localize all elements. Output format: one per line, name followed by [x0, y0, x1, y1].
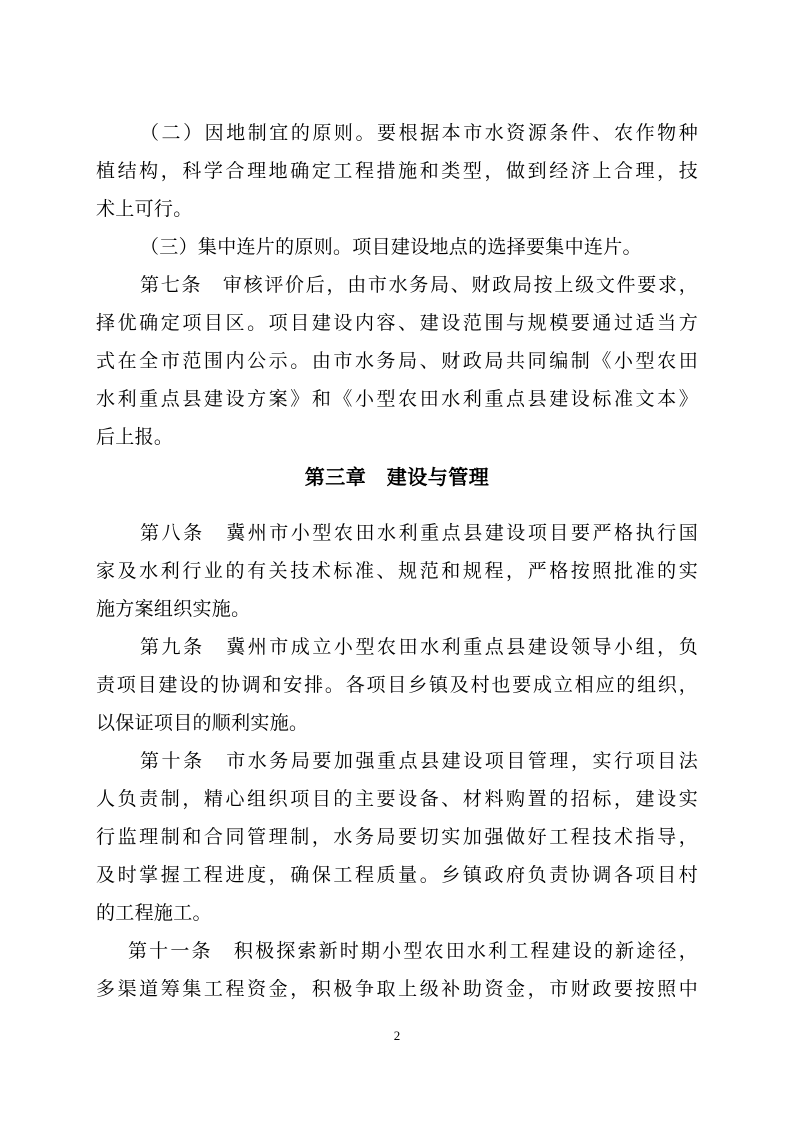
- paragraph-line: 水利重点县建设方案》和《小型农田水利重点县建设标准文本》: [96, 388, 698, 410]
- paragraph-line: （二）因地制宜的原则。要根据本市水资源条件、农作物种: [140, 122, 698, 144]
- article-8-line: 第八条 冀州市小型农田水利重点县建设项目要严格执行国: [140, 522, 698, 544]
- paragraph-line: 择优确定项目区。项目建设内容、建设范围与规模要通过适当方: [96, 312, 698, 334]
- article-11-line: 第十一条 积极探索新时期小型农田水利工程建设的新途径，: [128, 940, 698, 962]
- paragraph-line: 人负责制，精心组织项目的主要设备、材料购置的招标，建设实: [96, 788, 698, 810]
- paragraph-line: （三）集中连片的原则。项目建设地点的选择要集中连片。: [140, 236, 642, 258]
- article-7-line: 第七条 审核评价后，由市水务局、财政局按上级文件要求，: [140, 274, 698, 296]
- paragraph-line: 术上可行。: [96, 198, 193, 220]
- paragraph-line: 施方案组织实施。: [96, 598, 251, 620]
- paragraph-line: 后上报。: [96, 426, 174, 448]
- paragraph-line: 责项目建设的协调和安排。各项目乡镇及村也要成立相应的组织，: [96, 674, 698, 696]
- paragraph-line: 的工程施工。: [96, 902, 212, 924]
- paragraph-line: 植结构，科学合理地确定工程措施和类型，做到经济上合理，技: [96, 160, 698, 182]
- paragraph-line: 多渠道筹集工程资金，积极争取上级补助资金，市财政要按照中: [96, 978, 698, 1000]
- article-10-line: 第十条 市水务局要加强重点县建设项目管理，实行项目法: [140, 750, 698, 772]
- paragraph-line: 式在全市范围内公示。由市水务局、财政局共同编制《小型农田: [96, 350, 698, 372]
- paragraph-line: 及时掌握工程进度，确保工程质量。乡镇政府负责协调各项目村: [96, 864, 698, 886]
- page-number: 2: [393, 1028, 401, 1043]
- paragraph-line: 行监理制和合同管理制，水务局要切实加强做好工程技术指导，: [96, 826, 698, 848]
- paragraph-line: 以保证项目的顺利实施。: [96, 712, 309, 734]
- article-9-line: 第九条 冀州市成立小型农田水利重点县建设领导小组，负: [140, 636, 698, 658]
- chapter-title: 第三章 建设与管理: [304, 465, 490, 489]
- paragraph-line: 家及水利行业的有关技术标准、规范和规程，严格按照批准的实: [96, 560, 698, 582]
